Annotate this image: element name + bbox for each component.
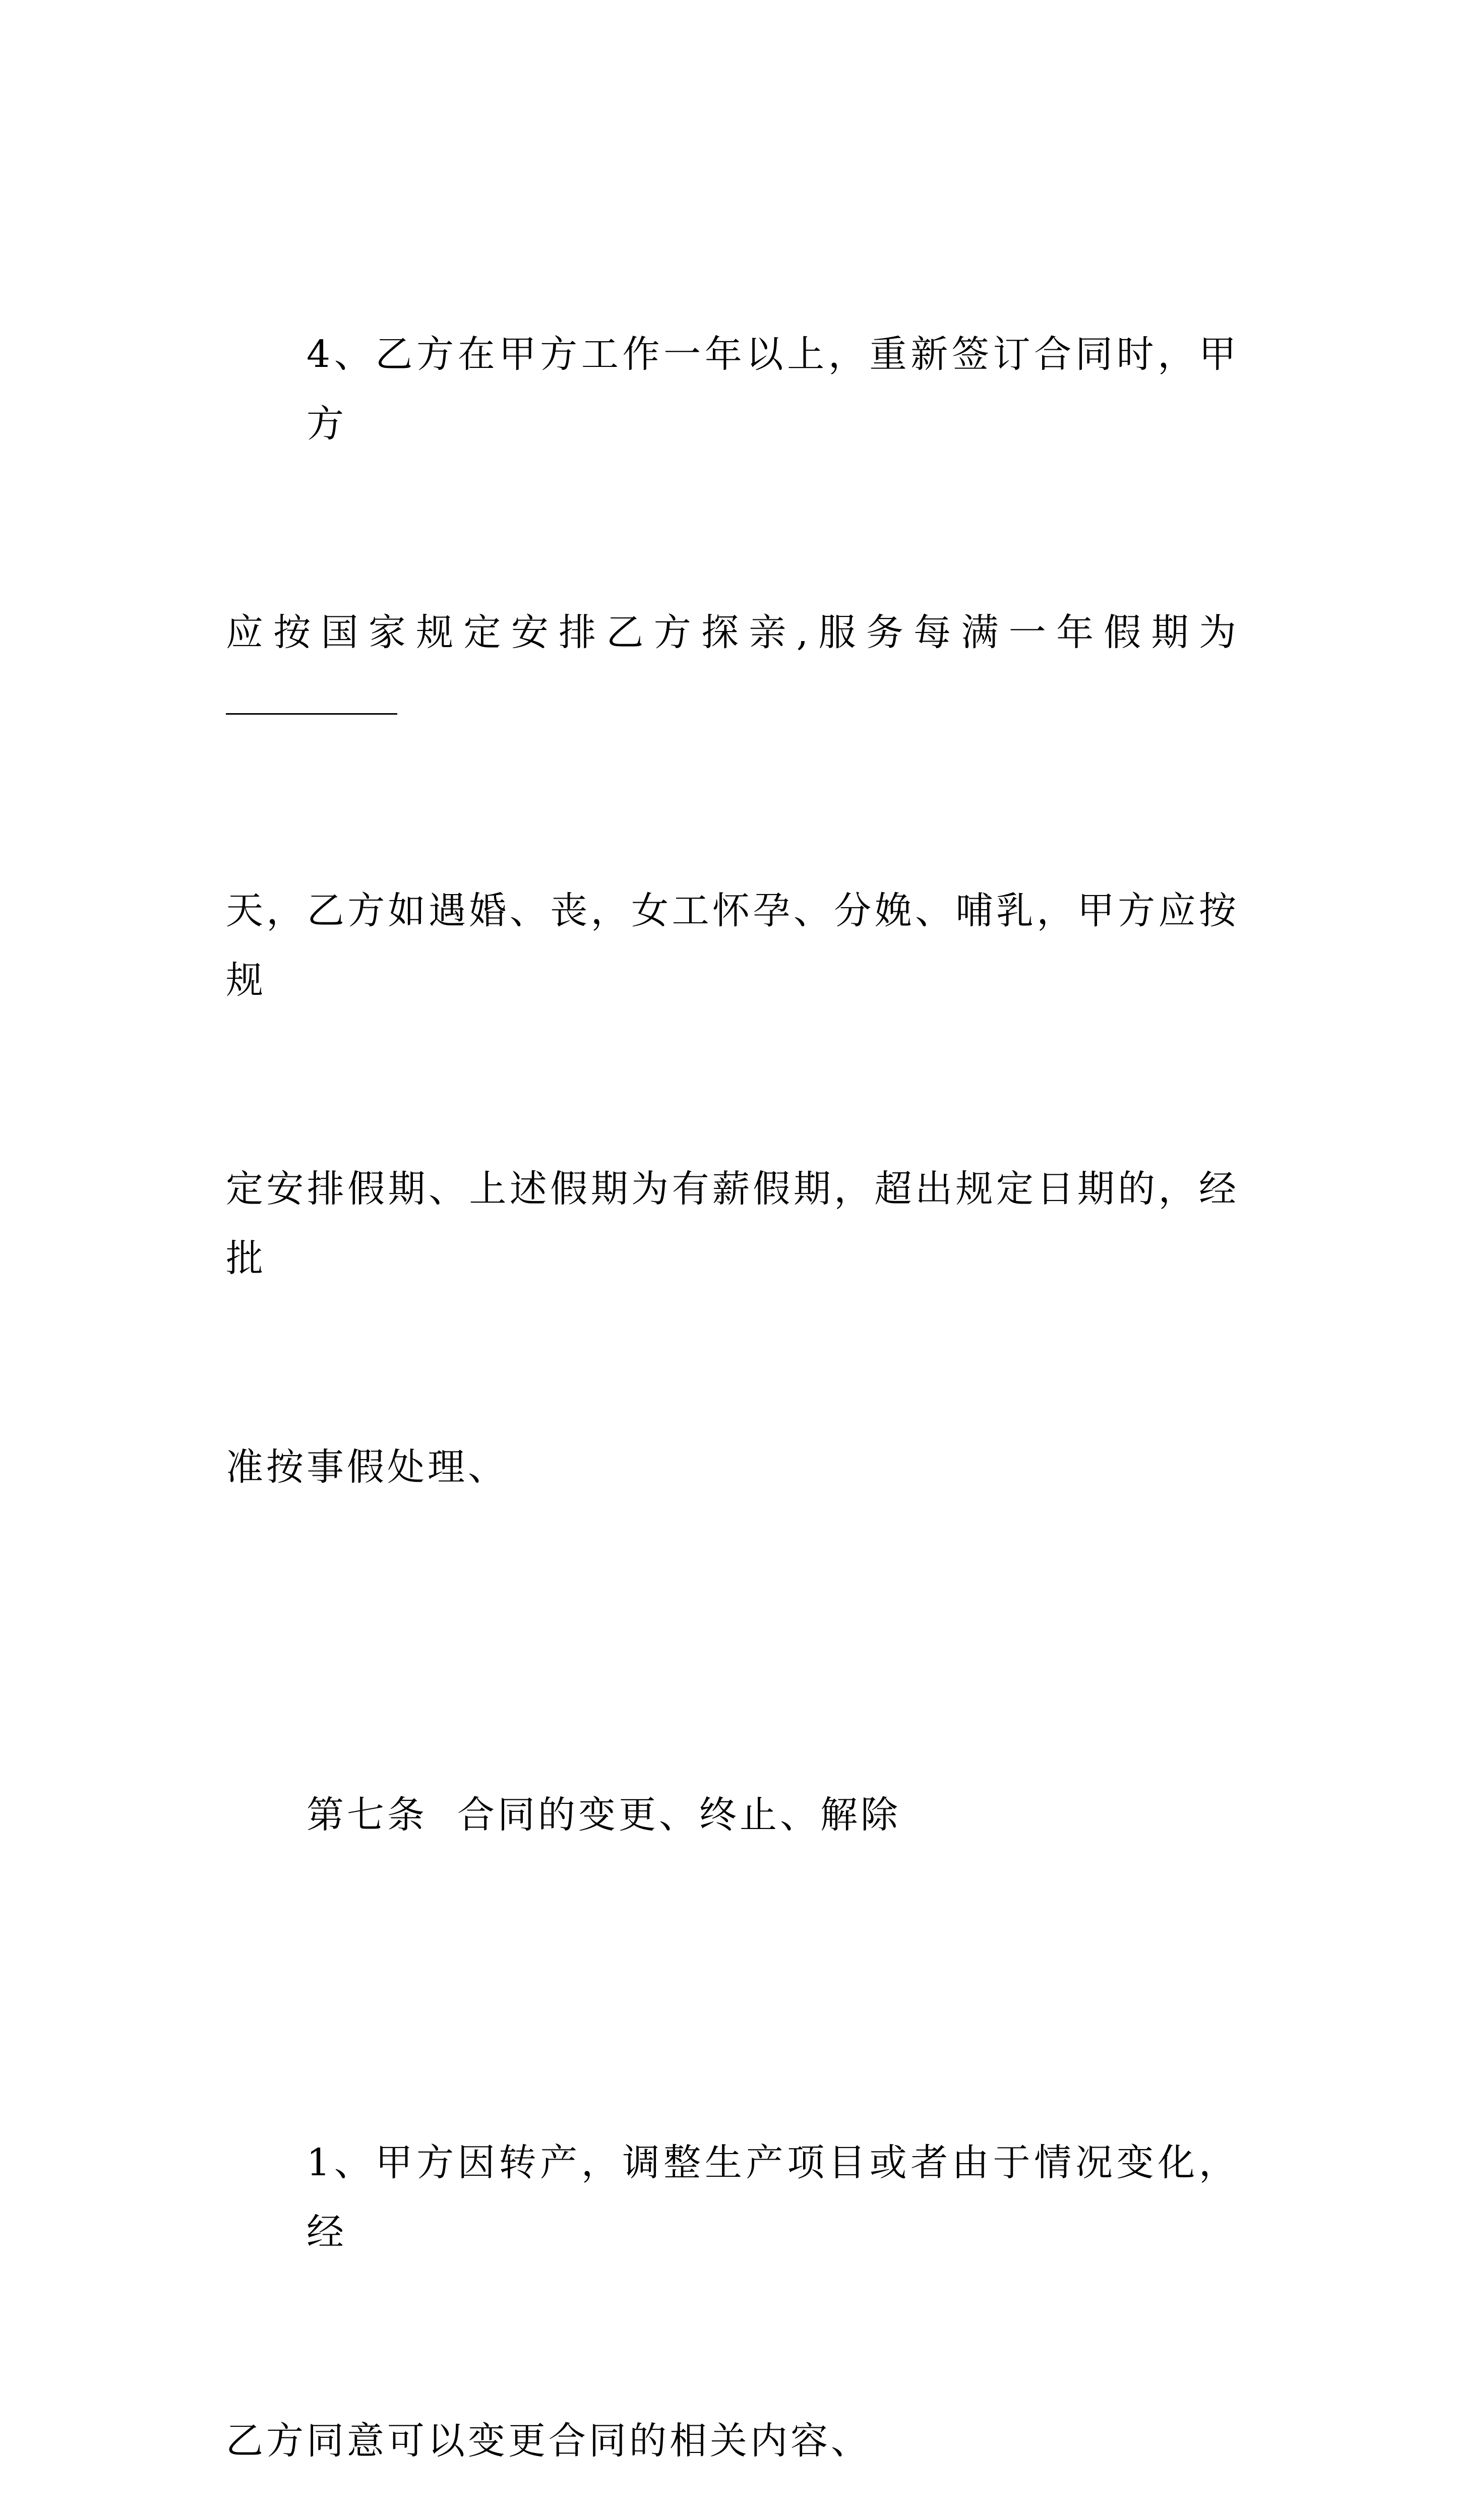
clause-1 xyxy=(226,1989,1239,2520)
text-line: 4、乙方在甲方工作一年以上，重新签订合同时，甲方 xyxy=(307,333,1239,446)
text-line: 定安排假期、上述假期为有薪假期，超出规定日期的，经批 xyxy=(226,1167,1239,1280)
article-heading xyxy=(226,1641,1239,1989)
article-7-heading: 第七条 合同的变更、终止、解除 xyxy=(307,1793,901,1837)
text-line: 1、甲方因转产，调整生产项目或者由于情况变化，经 xyxy=(307,2141,1239,2254)
document-page xyxy=(226,180,1239,2520)
paragraph-leave-provisions xyxy=(226,180,1239,1641)
text-line-with-blank xyxy=(226,598,1239,737)
fill-in-blank xyxy=(226,683,397,715)
text-line: 天，乙方如遇婚、丧，女工怀孕、分娩、哺乳，甲方应按规 xyxy=(226,889,1239,1002)
text-line: 应按国家规定安排乙方探亲,服务每满一年假期为 xyxy=(226,611,1239,654)
text-line: 乙方同意可以变更合同的相关内容、 xyxy=(226,2419,871,2463)
text-line: 准按事假处理、 xyxy=(226,1445,508,1489)
